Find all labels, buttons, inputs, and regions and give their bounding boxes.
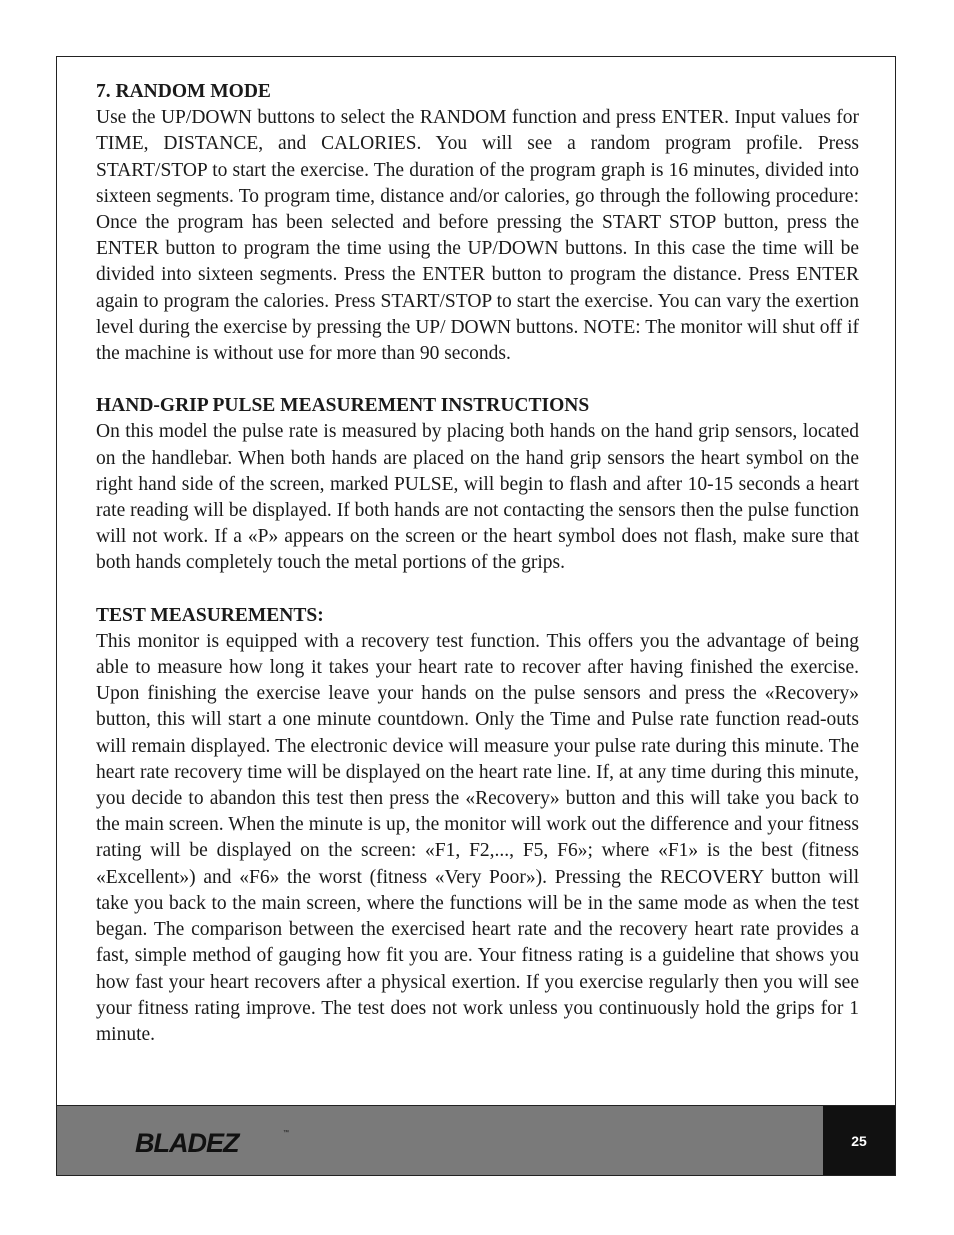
section-title: TEST MEASUREMENTS: [96, 604, 324, 626]
page-content [96, 79, 859, 1074]
section-body: On this model the pulse rate is measured by placing both hands on the hand grip sensors, located on the handlebar. When both hands are placed on the hand grip sensors the heart symbol on the right hand side of the screen, marked PULSE, will begin to flash and after 10-15 seconds a heart rate reading will be displayed. If both hands are not contacting the sensors then the pulse function will not work. If a «P» appears on the screen or the heart symbol does not flash, make sure that both hands completely touch the metal portions of the grips. [96, 421, 859, 574]
page-number: 25 [851, 1132, 867, 1149]
section-title: 7. RANDOM MODE [96, 81, 271, 102]
page-number-box [823, 1106, 895, 1175]
section-hand-grip-pulse [96, 393, 859, 576]
section-body: Use the UP/DOWN buttons to select the RANDOM function and press ENTER. Input values for TIME, DISTANCE, and CALORIES. You will see a random program profile. Press START/STOP to start the exercise. The duration of the program graph is 16 minutes, divided into sixteen segments. To program time, distance and/or calories, go through the following procedure: Once the program has been selected and before pressing the START STOP button, press the ENTER button to program the time using the UP/DOWN buttons. In this case the time will be divided into sixteen segments. Press the ENTER button to program the distance. Press ENTER again to program the calories. Press START/STOP to start the exercise. You can vary the exertion level during the exercise by pressing the UP/ DOWN buttons. NOTE: The monitor will shut off if the machine is without use for more than 90 seconds. [96, 107, 859, 365]
page-footer [57, 1105, 895, 1175]
section-random-mode [96, 79, 859, 367]
bladez-logo [133, 1124, 293, 1160]
section-test-measurements [96, 603, 859, 1048]
section-body: This monitor is equipped with a recovery test function. This offers you the advantage of being able to measure how long it takes your heart rate to recover after having finished the exercise. Upon finishing the exercise leave your hands on the pulse sensors and press the «Recovery» button, this will start a one minute countdown. Only the Time and Pulse rate function read-outs will remain displayed. The electronic device will measure your pulse rate during this minute. The heart rate recovery time will be displayed on the heart rate line. If, at any time during this minute, you decide to abandon this test then press the «Recovery» button and this will take you back to the main screen. When the minute is up, the monitor will work out the difference and your fitness rating will be displayed on the screen: «F1, F2,..., F5, F6»; where «F1» is the best (fitness «Excellent») and «F6» the worst (fitness «Very Poor»). Pressing the RECOVERY button will take you back to the main screen, where the functions will be in the same mode as when the test began. The comparison between the exercised heart rate and the recovery heart rate provides a fast, simple method of gauging how fit you are. Your fitness rating is a guideline that shows you how fast your heart recovers after a physical exertion. If you exercise regularly then you will see your fitness rating improve. The test does not work unless you continuously hold the grips for 1 minute. [96, 630, 859, 1045]
page-frame [56, 56, 896, 1176]
logo-text: BLADEZ [135, 1128, 239, 1158]
section-title: HAND-GRIP PULSE MEASUREMENT INSTRUCTIONS [96, 395, 590, 417]
svg-text:™: ™ [283, 1130, 289, 1136]
